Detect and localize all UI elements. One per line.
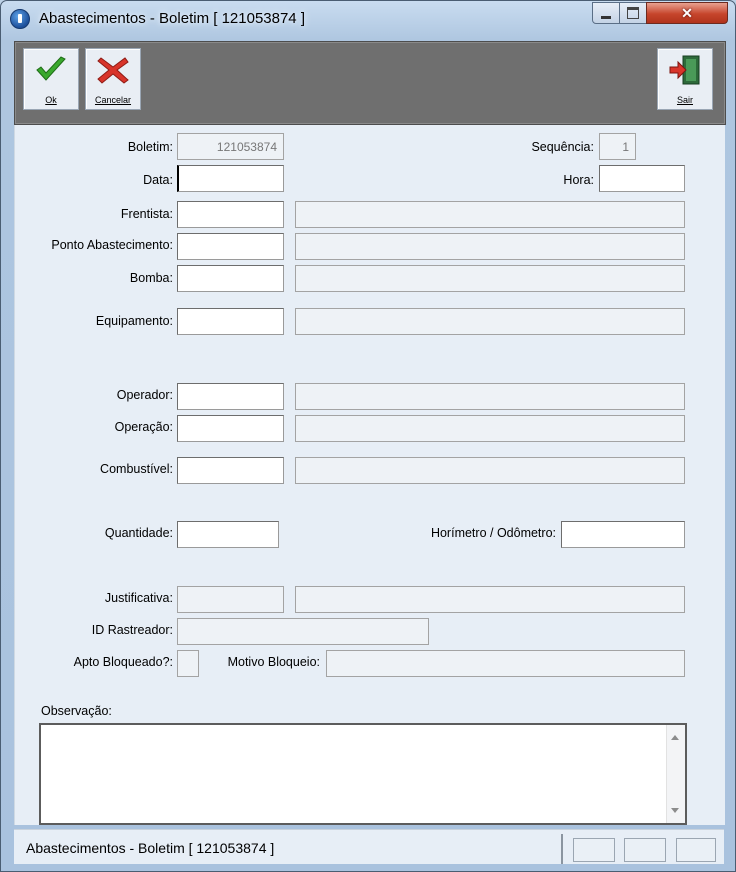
minimize-button[interactable] xyxy=(592,2,620,24)
bomba-code-field[interactable] xyxy=(177,265,284,292)
title-bar xyxy=(1,1,735,39)
operador-description-field xyxy=(295,383,685,410)
operador-code-field[interactable] xyxy=(177,383,284,410)
ok-button[interactable] xyxy=(23,48,79,110)
close-icon: ✕ xyxy=(681,4,693,21)
data-field[interactable] xyxy=(177,165,284,192)
ponto-abastecimento-description-field xyxy=(295,233,685,260)
maximize-icon xyxy=(627,7,639,19)
observacao-label: Observação: xyxy=(41,704,112,718)
exit-door-icon xyxy=(667,54,703,86)
form-panel xyxy=(14,125,725,825)
operacao-description-field xyxy=(295,415,685,442)
exit-button-label: Sair xyxy=(676,95,693,105)
status-panel-3 xyxy=(676,838,716,862)
justificativa-label: Justificativa: xyxy=(104,591,173,605)
toolbar xyxy=(14,41,726,125)
check-icon xyxy=(33,54,69,86)
sequencia-label: Sequência: xyxy=(531,140,594,154)
justificativa-code-field xyxy=(177,586,284,613)
observacao-textarea[interactable] xyxy=(39,723,687,825)
motivo-bloqueio-field xyxy=(326,650,685,677)
quantidade-field[interactable] xyxy=(177,521,279,548)
apto-bloqueado-label: Apto Bloqueado?: xyxy=(73,655,173,669)
ponto-abastecimento-label: Ponto Abastecimento: xyxy=(51,238,173,252)
horimetro-odometro-label: Horímetro / Odômetro: xyxy=(430,526,556,540)
hora-label: Hora: xyxy=(563,173,594,187)
hora-field[interactable] xyxy=(599,165,685,192)
status-panel-2 xyxy=(624,838,666,862)
frentista-label: Frentista: xyxy=(120,207,173,221)
combustivel-description-field xyxy=(295,457,685,484)
data-label: Data: xyxy=(143,173,173,187)
boletim-field[interactable] xyxy=(177,133,284,160)
horimetro-odometro-field[interactable] xyxy=(561,521,685,548)
operador-label: Operador: xyxy=(116,388,173,402)
ok-button-label: Ok xyxy=(45,95,57,105)
motivo-bloqueio-label: Motivo Bloqueio: xyxy=(227,655,320,669)
sequencia-field[interactable] xyxy=(599,133,636,160)
combustivel-code-field[interactable] xyxy=(177,457,284,484)
id-rastreador-label: ID Rastreador: xyxy=(91,623,173,637)
equipamento-description-field xyxy=(295,308,685,335)
maximize-button[interactable] xyxy=(619,2,647,24)
status-panel-1 xyxy=(573,838,615,862)
scroll-up-arrow-icon[interactable] xyxy=(671,735,679,740)
app-info-icon[interactable] xyxy=(10,9,30,29)
ponto-abastecimento-code-field[interactable] xyxy=(177,233,284,260)
cancel-button-label: Cancelar xyxy=(94,95,132,105)
exit-button[interactable] xyxy=(657,48,713,110)
window-title: Abastecimentos - Boletim [ 121053874 ] xyxy=(39,10,305,27)
cancel-button[interactable] xyxy=(85,48,141,110)
status-divider xyxy=(561,834,563,864)
status-bar xyxy=(14,829,724,864)
apto-bloqueado-field xyxy=(177,650,199,677)
operacao-label: Operação: xyxy=(114,420,173,434)
status-text: Abastecimentos - Boletim [ 121053874 ] xyxy=(26,840,275,856)
quantidade-label: Quantidade: xyxy=(104,526,173,540)
equipamento-code-field[interactable] xyxy=(177,308,284,335)
boletim-label: Boletim: xyxy=(127,140,173,154)
observacao-scrollbar[interactable] xyxy=(666,725,685,823)
bomba-label: Bomba: xyxy=(129,271,173,285)
equipamento-label: Equipamento: xyxy=(95,314,173,328)
scroll-down-arrow-icon[interactable] xyxy=(671,808,679,813)
justificativa-description-field xyxy=(295,586,685,613)
x-icon xyxy=(95,54,131,86)
minimize-icon xyxy=(601,16,611,19)
frentista-description-field xyxy=(295,201,685,228)
id-rastreador-field xyxy=(177,618,429,645)
bomba-description-field xyxy=(295,265,685,292)
close-button[interactable] xyxy=(646,2,728,24)
combustivel-label: Combustível: xyxy=(100,462,173,476)
frentista-code-field[interactable] xyxy=(177,201,284,228)
operacao-code-field[interactable] xyxy=(177,415,284,442)
